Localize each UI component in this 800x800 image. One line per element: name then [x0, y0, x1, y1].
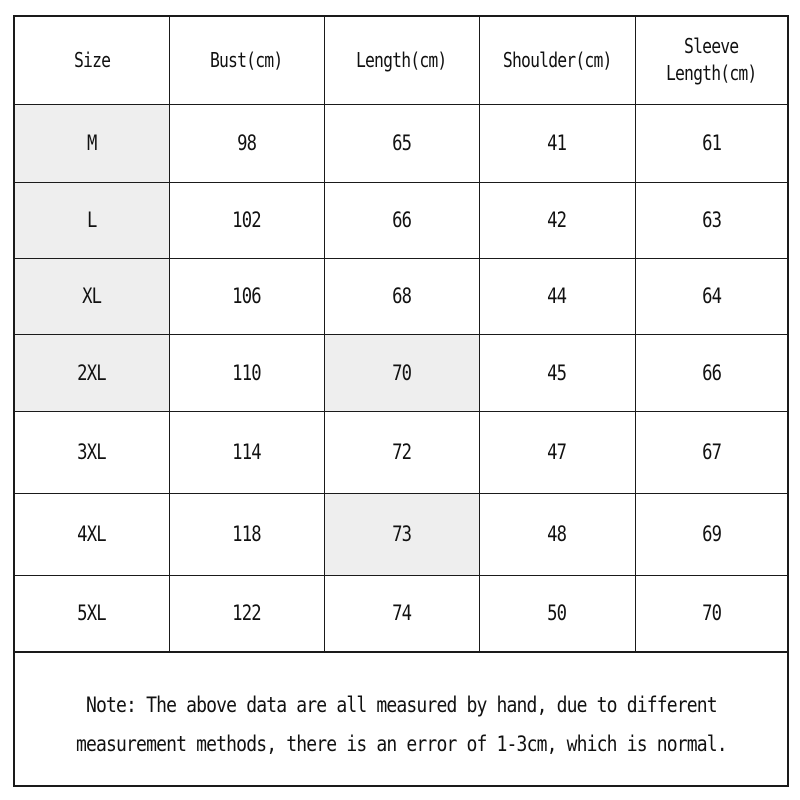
sleeve-length-cell: 70	[635, 575, 787, 651]
measurement-note-text: Note: The above data are all measured by hand, due to different measurement methods, there is an error of 1-3cm, which is normal.	[75, 693, 727, 756]
sleeve-length-cell: 69	[635, 493, 787, 575]
length-cell: 65	[324, 104, 479, 182]
length-cell: 74	[324, 575, 479, 651]
size-cell: L	[15, 182, 169, 258]
table-row-l	[15, 182, 787, 258]
bust-cell: 114	[169, 411, 324, 493]
table-row-3xl	[15, 411, 787, 493]
bust-cell: 98	[169, 104, 324, 182]
size-cell: 4XL	[15, 493, 169, 575]
table-row-2xl	[15, 334, 787, 411]
length-cell: 68	[324, 258, 479, 334]
size-chart	[13, 15, 789, 787]
size-cell: 5XL	[15, 575, 169, 651]
length-cell: 73	[324, 493, 479, 575]
table-row-xl	[15, 258, 787, 334]
size-table	[15, 17, 787, 652]
sleeve-length-cell: 64	[635, 258, 787, 334]
sleeve-length-cell: 61	[635, 104, 787, 182]
shoulder-cell: 42	[479, 182, 635, 258]
shoulder-cell: 45	[479, 334, 635, 411]
length-cell: 70	[324, 334, 479, 411]
length-cell: 72	[324, 411, 479, 493]
sleeve-length-cell: 67	[635, 411, 787, 493]
column-header-size: Size	[15, 17, 169, 104]
table-row-5xl	[15, 575, 787, 651]
column-header-sleeve-length: Sleeve Length(cm)	[635, 17, 787, 104]
bust-cell: 106	[169, 258, 324, 334]
column-header-length: Length(cm)	[324, 17, 479, 104]
table-row-4xl	[15, 493, 787, 575]
size-cell: 2XL	[15, 334, 169, 411]
sleeve-length-cell: 66	[635, 334, 787, 411]
measurement-note	[15, 652, 787, 798]
shoulder-cell: 48	[479, 493, 635, 575]
bust-cell: 102	[169, 182, 324, 258]
shoulder-cell: 44	[479, 258, 635, 334]
bust-cell: 118	[169, 493, 324, 575]
size-cell: M	[15, 104, 169, 182]
table-row-m	[15, 104, 787, 182]
column-header-bust: Bust(cm)	[169, 17, 324, 104]
size-cell: 3XL	[15, 411, 169, 493]
shoulder-cell: 50	[479, 575, 635, 651]
size-cell: XL	[15, 258, 169, 334]
bust-cell: 110	[169, 334, 324, 411]
length-cell: 66	[324, 182, 479, 258]
column-header-shoulder: Shoulder(cm)	[479, 17, 635, 104]
sleeve-length-cell: 63	[635, 182, 787, 258]
bust-cell: 122	[169, 575, 324, 651]
header-row	[15, 17, 787, 104]
shoulder-cell: 47	[479, 411, 635, 493]
shoulder-cell: 41	[479, 104, 635, 182]
